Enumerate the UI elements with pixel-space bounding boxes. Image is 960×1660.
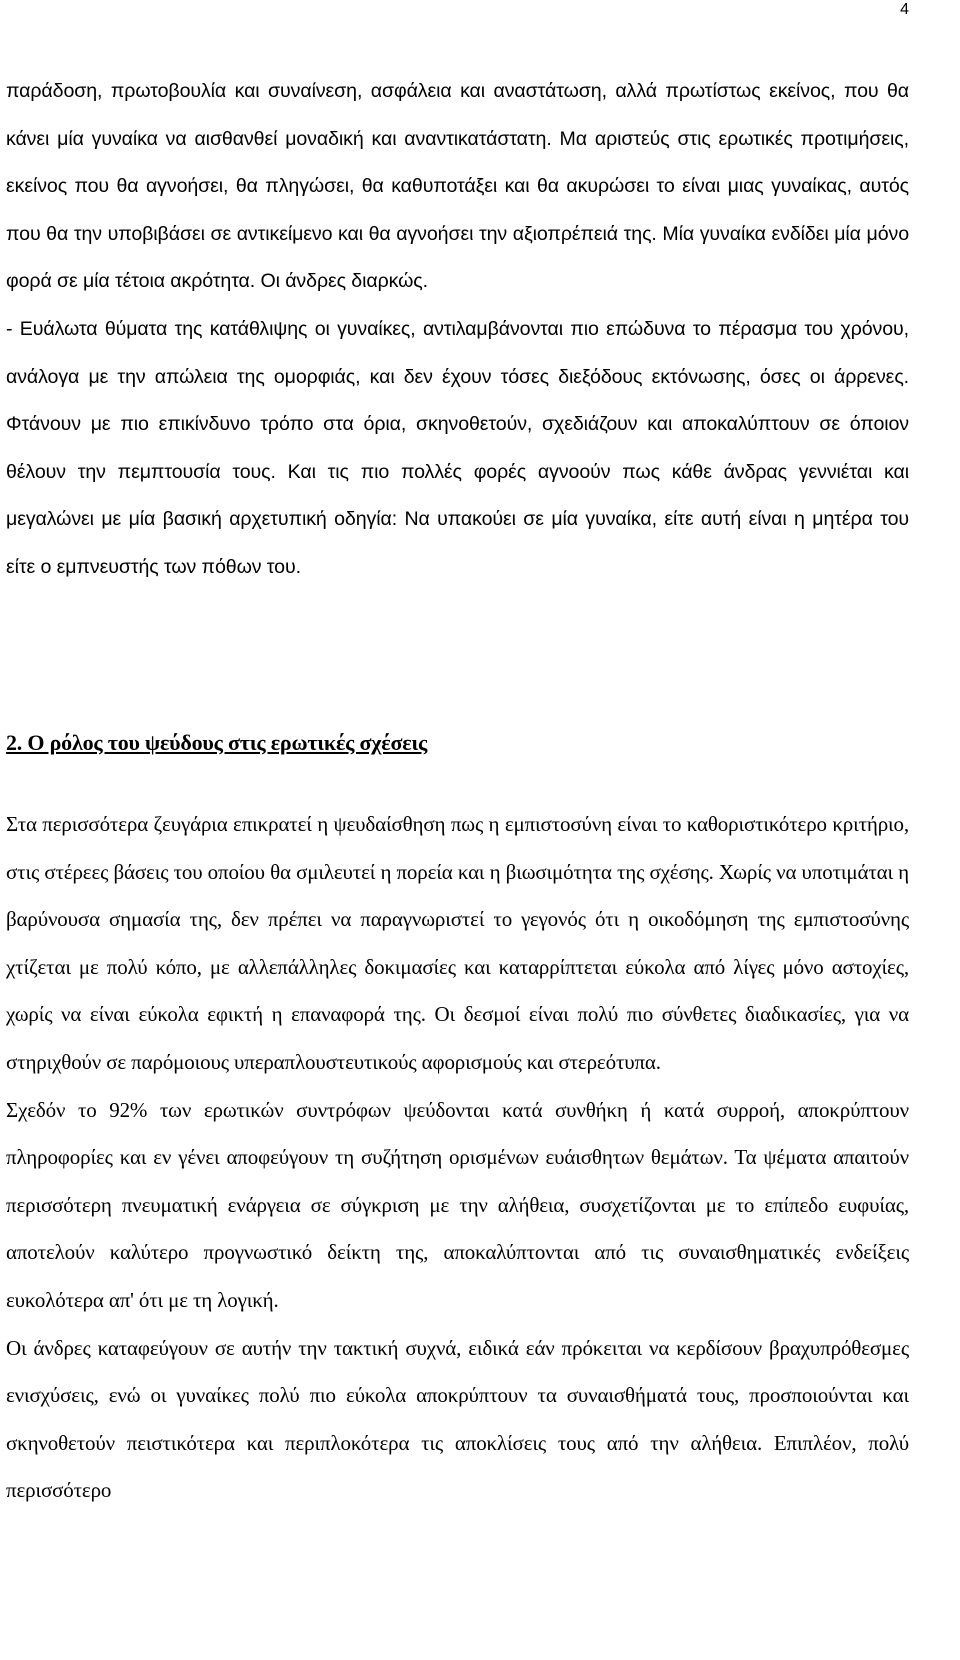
body-paragraph: Σχεδόν το 92% των ερωτικών συντρόφων ψεύδονται κατά συνθήκη ή κατά συρροή, αποκρύπτουν πληροφορίες και εν γένει αποφεύγουν τη συζήτηση ορισμένων ευάισθητων θεμάτων. Τα ψέματα απαιτούν περισσότερη πνευματική ενάργεια σε σύγκριση με την αλήθεια, συσχετίζονται με το επίπεδο ευφυίας, αποτελούν καλύτερο προγνωστικό δείκτη της, αποκαλύπτονται από τις συναισθηματικές ενδείξεις ευκολότερα απ' ότι με τη λογική. xyxy=(6,1097,909,1312)
section-heading: 2. Ο ρόλος του ψεύδους στις ερωτικές σχέσεις xyxy=(6,730,428,755)
body-paragraph: Οι άνδρες καταφεύγουν σε αυτήν την τακτική συχνά, ειδικά εάν πρόκειται να κερδίσουν βραχυπρόθεσμες ενισχύσεις, ενώ οι γυναίκες πολύ πιο εύκολα αποκρύπτουν τα συναισθήματά τους, προσποιούνται και σκηνοθετούν πειστικότερα και περιπλοκότερα τις αποκλίσεις τους από την αλήθεια. Επιπλέον, πολύ περισσότερο xyxy=(6,1335,909,1503)
intro-text-block xyxy=(6,68,909,592)
body-paragraph: Στα περισσότερα ζευγάρια επικρατεί η ψευδαίσθηση πως η εμπιστοσύνη είναι το καθοριστικότερο κριτήριο, στις στέρεες βάσεις του οποίου θα σμιλευτεί η πορεία και η βιωσιμότητα της σχέσης. Χωρίς να υποτιμάται η βαρύνουσα σημασία της, δεν πρέπει να παραγνωριστεί το γεγονός ότι η οικοδόμηση της εμπιστοσύνης χτίζεται με πολύ κόπο, με αλλεπάλληλες δοκιμασίες και καταρρίπτεται εύκολα από λίγες μόνο αστοχίες, χωρίς να είναι εύκολα εφικτή η επαναφορά της. Οι δεσμοί είναι πολύ πιο σύνθετες διαδικασίες, για να στηριχθούν σε παρόμοιους υπεραπλουστευτικούς αφορισμούς και στερεότυπα. xyxy=(6,812,909,1074)
page-number: 4 xyxy=(900,1,909,18)
body-paragraph: παράδοση, πρωτοβουλία και συναίνεση, ασφάλεια και αναστάτωση, αλλά πρωτίστως εκείνος, που θα κάνει μία γυναίκα να αισθανθεί μοναδική και αναντικατάστατη. Μα αριστεύς στις ερωτικές προτιμήσεις, εκείνος που θα αγνοήσει, θα πληγώσει, θα καθυποτάξει και θα ακυρώσει το είναι μιας γυναίκας, αυτός που θα την υποβιβάσει σε αντικείμενο και θα αγνοήσει την αξιοπρέπειά της. Μία γυναίκα ενδίδει μία μόνο φορά σε μία τέτοια ακρότητα. Οι άνδρες διαρκώς. xyxy=(6,80,909,293)
body-paragraph: - Ευάλωτα θύματα της κατάθλιψης οι γυναίκες, αντιλαμβάνονται πιο επώδυνα το πέρασμα του χρόνου, ανάλογα με την απώλεια της ομορφιάς, και δεν έχουν τόσες διεξόδους εκτόνωσης, όσες οι άρρενες. Φτάνουν με πιο επικίνδυνο τρόπο στα όρια, σκηνοθετούν, σχεδιάζουν και αποκαλύπτουν σε όποιον θέλουν την πεμπτουσία τους. Και τις πιο πολλές φορές αγνοούν πως κάθε άνδρας γεννιέται και μεγαλώνει με μία βασική αρχετυπική οδηγία: Να υπακούει σε μία γυναίκα, είτε αυτή είναι η μητέρα του είτε ο εμπνευστής των πόθων του. xyxy=(6,317,909,578)
section-2-text-block xyxy=(6,801,909,1515)
